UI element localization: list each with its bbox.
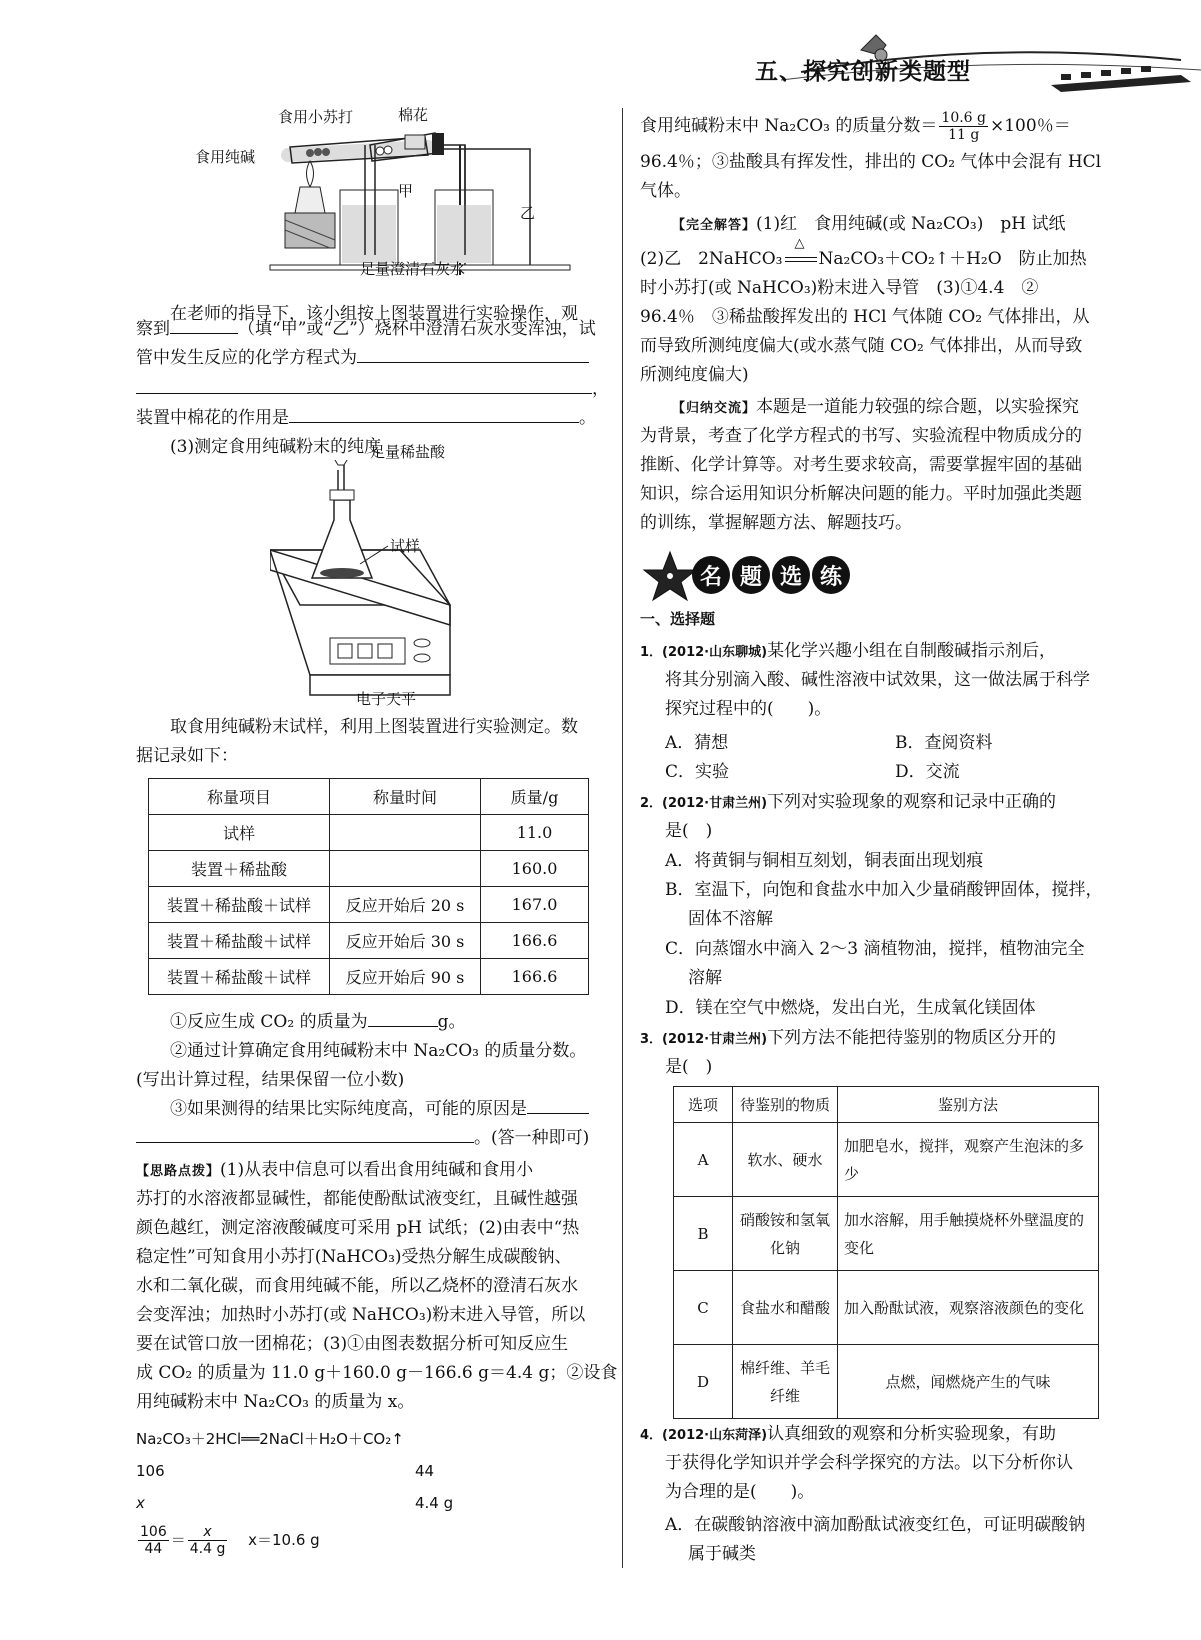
table-row — [149, 887, 589, 923]
summary-line2: 为背景，考查了化学方程式的书写、实验流程中物质成分的 — [640, 426, 1082, 446]
hint-line3: 颜色越红，测定溶液酸碱度可采用 pH 试纸；(2)由表中“热 — [136, 1218, 580, 1238]
para1-line3 — [136, 344, 589, 374]
table-cell: 装置＋稀盐酸＋试样 — [149, 887, 330, 923]
para1-line2 — [136, 315, 596, 345]
table-cell: 160.0 — [481, 851, 589, 887]
table-cell: 食盐水和醋酸 — [733, 1271, 838, 1345]
summary-line3: 推断、化学计算等。对考生要求较高，需要掌握牢固的基础 — [640, 455, 1082, 475]
q4-line1 — [640, 1420, 1056, 1451]
section-heading: 一、选择题 — [640, 610, 716, 628]
table-row — [149, 959, 589, 995]
right-line1 — [640, 110, 1071, 143]
q2-option-b-line2: 固体不溶解 — [688, 909, 773, 929]
table-cell: 装置＋稀盐酸 — [149, 851, 330, 887]
answer-line6: 所测纯度偏大) — [640, 365, 749, 385]
q4-option-a-line2: 属于碱类 — [688, 1544, 756, 1564]
table-header: 称量项目 — [149, 779, 330, 815]
text: 下列方法不能把待鉴别的物质区分开的 — [767, 1028, 1057, 1048]
table-cell: 反应开始后 90 s — [330, 959, 481, 995]
identification-table — [673, 1086, 1099, 1419]
banner-char: 练 — [812, 556, 850, 594]
fraction — [939, 110, 988, 143]
text: ， — [592, 379, 609, 399]
para2-line1: 取食用纯碱粉末试样，利用上图装置进行实验测定。数 — [170, 717, 578, 737]
fraction — [188, 1524, 228, 1557]
hint-line1 — [136, 1156, 533, 1187]
calc-44g: 4.4 g — [415, 1494, 454, 1512]
table-cell: 167.0 — [481, 887, 589, 923]
table-row — [674, 1271, 1099, 1345]
table-header-row — [149, 779, 589, 815]
text: (2)乙 2NaHCO₃ — [640, 249, 783, 269]
sub3-line1 — [170, 1095, 589, 1125]
summary-line4: 知识，综合运用知识分析解决问题的能力。平时加强此类题 — [640, 484, 1082, 504]
table-header: 质量/g — [481, 779, 589, 815]
table-cell: B — [674, 1197, 733, 1271]
text: 装置中棉花的作用是 — [136, 408, 289, 428]
q2-option-c-line1: C．向蒸馏水中滴入 2～3 滴植物油，搅拌，植物油完全 — [665, 939, 1085, 959]
text: ①反应生成 CO₂ 的质量为 — [170, 1012, 368, 1032]
table-cell: A — [674, 1123, 733, 1197]
hint-tag: 【思路点拨】 — [136, 1164, 221, 1179]
text: (1)红 食用纯碱(或 Na₂CO₃) pH 试纸 — [756, 214, 1066, 234]
table-row — [674, 1123, 1099, 1197]
text: ③如果测得的结果比实际纯度高，可能的原因是 — [170, 1099, 527, 1119]
table-cell: 11.0 — [481, 815, 589, 851]
answer-line2 — [640, 236, 1087, 275]
text: (1)从表中信息可以看出食用纯碱和食用小 — [220, 1160, 534, 1180]
data-table — [148, 778, 589, 995]
summary-tag: 【归纳交流】 — [672, 401, 757, 416]
banner-chars — [692, 556, 850, 594]
answer-line1 — [672, 210, 1065, 241]
label-beaker-jia: 甲 — [398, 182, 414, 200]
text: g。 — [437, 1012, 466, 1032]
table-header: 称量时间 — [330, 779, 481, 815]
label-balance: 电子天平 — [356, 690, 417, 708]
banner-char: 选 — [772, 556, 810, 594]
delta-symbol: △ — [794, 236, 805, 251]
summary-line1 — [672, 393, 1079, 424]
page-header — [681, 0, 1201, 100]
hint-line4: 稳定性”可知食用小苏打(NaHCO₃)受热分解生成碳酸钠、 — [136, 1247, 572, 1267]
figure-balance — [270, 443, 610, 710]
proportion — [136, 1524, 320, 1557]
blank-reason-cont — [136, 1124, 474, 1143]
table-row — [674, 1197, 1099, 1271]
text: 察到 — [136, 319, 170, 339]
table-header: 鉴别方法 — [838, 1087, 1099, 1123]
q2-line2: 是( ) — [665, 821, 713, 841]
sub1 — [170, 1008, 465, 1038]
hint-line5: 水和二氧化碳，而食用纯碱不能，所以乙烧杯的澄清石灰水 — [136, 1276, 578, 1296]
column-divider — [622, 108, 623, 1568]
star-icon — [640, 548, 700, 604]
right-line3: 气体。 — [640, 181, 691, 201]
answer-line4: 96.4％ ③稀盐酸挥发出的 HCl 气体随 CO₂ 气体排出，从 — [640, 307, 1090, 327]
table-cell: 点燃，闻燃烧产生的气味 — [838, 1345, 1099, 1419]
heat-arrow — [783, 236, 819, 275]
question-source: 3．(2012·甘肃兰州) — [640, 1032, 768, 1047]
answer-line5: 而导致所测纯度偏大(或水蒸气随 CO₂ 气体排出，从而导致 — [640, 336, 1083, 356]
hint-line9: 用纯碱粉末中 Na₂CO₃ 的质量为 x。 — [136, 1392, 415, 1412]
balance-drawing — [270, 460, 610, 710]
q4-line2: 于获得化学知识并学会科学探究的方法。以下分析你认 — [665, 1453, 1073, 1473]
calc-44: 44 — [415, 1462, 435, 1480]
table-row — [674, 1345, 1099, 1419]
q1-option-a: A．猜想 — [665, 733, 729, 753]
label-limewater: 足量澄清石灰水 — [360, 260, 466, 278]
q1-option-d: D．交流 — [895, 762, 960, 782]
q4-option-a-line1: A．在碳酸钠溶液中滴加酚酞试液变红色，可证明碳酸钠 — [665, 1515, 1086, 1535]
label-soda: 食用小苏打 — [278, 108, 354, 126]
table-header: 待鉴别的物质 — [733, 1087, 838, 1123]
numerator: x — [188, 1524, 228, 1541]
table-cell: 装置＋稀盐酸＋试样 — [149, 923, 330, 959]
text: （填“甲”或“乙”）烧杯中澄清石灰水变浑浊，试 — [238, 319, 596, 339]
label-sample: 试样 — [390, 537, 421, 555]
hint-line6: 会变浑浊；加热时小苏打(或 NaHCO₃)粉末进入导管，所以 — [136, 1305, 586, 1325]
answer-tag: 【完全解答】 — [672, 218, 757, 233]
blank-cotton — [289, 404, 579, 423]
hint-line8: 成 CO₂ 的质量为 11.0 g＋160.0 g－166.6 g＝4.4 g；②设食 — [136, 1363, 618, 1383]
q3-line1 — [640, 1024, 1056, 1055]
table-cell: 加肥皂水，搅拌，观察产生泡沫的多少 — [838, 1123, 1099, 1197]
hint-line2: 苏打的水溶液都显碱性，都能使酚酞试液变红，且碱性越强 — [136, 1189, 578, 1209]
table-row — [149, 923, 589, 959]
blank-equation — [357, 344, 589, 363]
hint-line7: 要在试管口放一团棉花；(3)①由图表数据分析可知反应生 — [136, 1334, 569, 1354]
table-row — [149, 851, 589, 887]
calc-x: x — [136, 1494, 145, 1512]
text: 本题是一道能力较强的综合题，以实验探究 — [756, 397, 1080, 417]
page-title: 五、探究创新类题型 — [755, 59, 971, 85]
right-line2: 96.4％；③盐酸具有挥发性，排出的 CO₂ 气体中会混有 HCl — [640, 152, 1102, 172]
numerator: 106 — [140, 1524, 167, 1540]
table-cell: 反应开始后 30 s — [330, 923, 481, 959]
sub2-line1: ②通过计算确定食用纯碱粉末中 Na₂CO₃ 的质量分数。 — [170, 1041, 587, 1061]
q3-heading: (3)测定食用纯碱粉末的纯度 — [170, 437, 382, 457]
blank-co2-mass — [368, 1008, 438, 1027]
table-cell: 试样 — [149, 815, 330, 851]
q2-option-a: A．将黄铜与铜相互刻划，铜表面出现划痕 — [665, 851, 984, 871]
table-cell: 装置＋稀盐酸＋试样 — [149, 959, 330, 995]
table-cell: 166.6 — [481, 959, 589, 995]
sub3-line2 — [136, 1124, 589, 1154]
table-header: 选项 — [674, 1087, 733, 1123]
para1-line5 — [136, 404, 596, 434]
text: Na₂CO₃＋CO₂↑＋H₂O 防止加热 — [818, 249, 1087, 269]
table-cell: C — [674, 1271, 733, 1345]
q4-line3: 为合理的是( )。 — [665, 1482, 815, 1502]
table-cell — [330, 815, 481, 851]
summary-line5: 的训练，掌握解题方法、解题技巧。 — [640, 513, 912, 533]
denominator: 11 g — [948, 127, 980, 143]
equals: ＝ — [170, 1531, 186, 1549]
label-pure-soda: 食用纯碱 — [195, 148, 256, 166]
text: ×100％＝ — [990, 116, 1071, 136]
figure-heating-apparatus — [195, 105, 620, 280]
q1-option-b: B．查阅资料 — [895, 733, 993, 753]
text: 管中发生反应的化学方程式为 — [136, 348, 357, 368]
blank-equation-cont — [136, 375, 592, 394]
table-cell: 软水、硬水 — [733, 1123, 838, 1197]
table-cell: D — [674, 1345, 733, 1419]
para1-line4 — [136, 375, 609, 405]
text: 。(答一种即可) — [474, 1128, 590, 1148]
q1-line2: 将其分别滴入酸、碱性溶液中试效果，这一做法属于科学 — [665, 670, 1090, 690]
denominator: 44 — [144, 1541, 163, 1557]
q2-option-d: D．镁在空气中燃烧，发出白光，生成氧化镁固体 — [665, 998, 1036, 1018]
para2-line2: 据记录如下： — [136, 746, 238, 766]
table-cell: 加水溶解，用手触摸烧杯外壁温度的变化 — [838, 1197, 1099, 1271]
q2-line1 — [640, 788, 1056, 819]
banner-char: 题 — [732, 556, 770, 594]
section-banner — [640, 548, 860, 604]
banner-char: 名 — [692, 556, 730, 594]
question-source: 1．(2012·山东聊城) — [640, 645, 768, 660]
q1-option-c: C．实验 — [665, 762, 730, 782]
label-beaker-yi: 乙 — [520, 204, 536, 222]
blank-beaker — [170, 315, 238, 334]
answer-line3: 时小苏打(或 NaHCO₃)粉末进入导管 (3)①4.4 ② — [640, 278, 1039, 298]
q2-option-b-line1: B．室温下，向饱和食盐水中加入少量硝酸钾固体，搅拌， — [665, 880, 1103, 900]
label-acid: 足量稀盐酸 — [370, 443, 446, 461]
text: 。 — [579, 408, 596, 428]
text: 食用纯碱粉末中 Na₂CO₃ 的质量分数＝ — [640, 116, 938, 136]
calc-106: 106 — [136, 1462, 165, 1480]
q3-line2: 是( ) — [665, 1057, 713, 1077]
text: 认真细致的观察和分析实验现象，有助 — [767, 1424, 1057, 1444]
question-source: 4．(2012·山东菏泽) — [640, 1428, 768, 1443]
table-row — [149, 815, 589, 851]
question-source: 2．(2012·甘肃兰州) — [640, 796, 768, 811]
table-header-row — [674, 1087, 1099, 1123]
q1-line3: 探究过程中的( )。 — [665, 699, 832, 719]
table-cell: 硝酸铵和氢氧化钠 — [733, 1197, 838, 1271]
numerator: 10.6 g — [941, 110, 986, 126]
blank-reason — [527, 1095, 589, 1114]
fraction — [138, 1524, 169, 1557]
table-cell — [330, 851, 481, 887]
text: 某化学兴趣小组在自制酸碱指示剂后， — [767, 641, 1057, 661]
q1-line1 — [640, 637, 1056, 668]
denominator: 4.4 g — [189, 1541, 226, 1557]
text: 下列对实验现象的观察和记录中正确的 — [767, 792, 1057, 812]
table-cell: 加入酚酞试液，观察溶液颜色的变化 — [838, 1271, 1099, 1345]
table-cell: 166.6 — [481, 923, 589, 959]
table-cell: 反应开始后 20 s — [330, 887, 481, 923]
sub2-line2: (写出计算过程，结果保留一位小数) — [136, 1070, 405, 1090]
x-result: x＝10.6 g — [248, 1531, 320, 1549]
para1-line1: 在老师的指导下，该小组按上图装置进行实验操作，观 — [170, 304, 578, 324]
label-cotton: 棉花 — [398, 106, 429, 124]
q2-option-c-line2: 溶解 — [688, 968, 722, 988]
equation: Na₂CO₃＋2HCl══2NaCl＋H₂O＋CO₂↑ — [136, 1430, 404, 1448]
table-cell: 棉纤维、羊毛纤维 — [733, 1345, 838, 1419]
